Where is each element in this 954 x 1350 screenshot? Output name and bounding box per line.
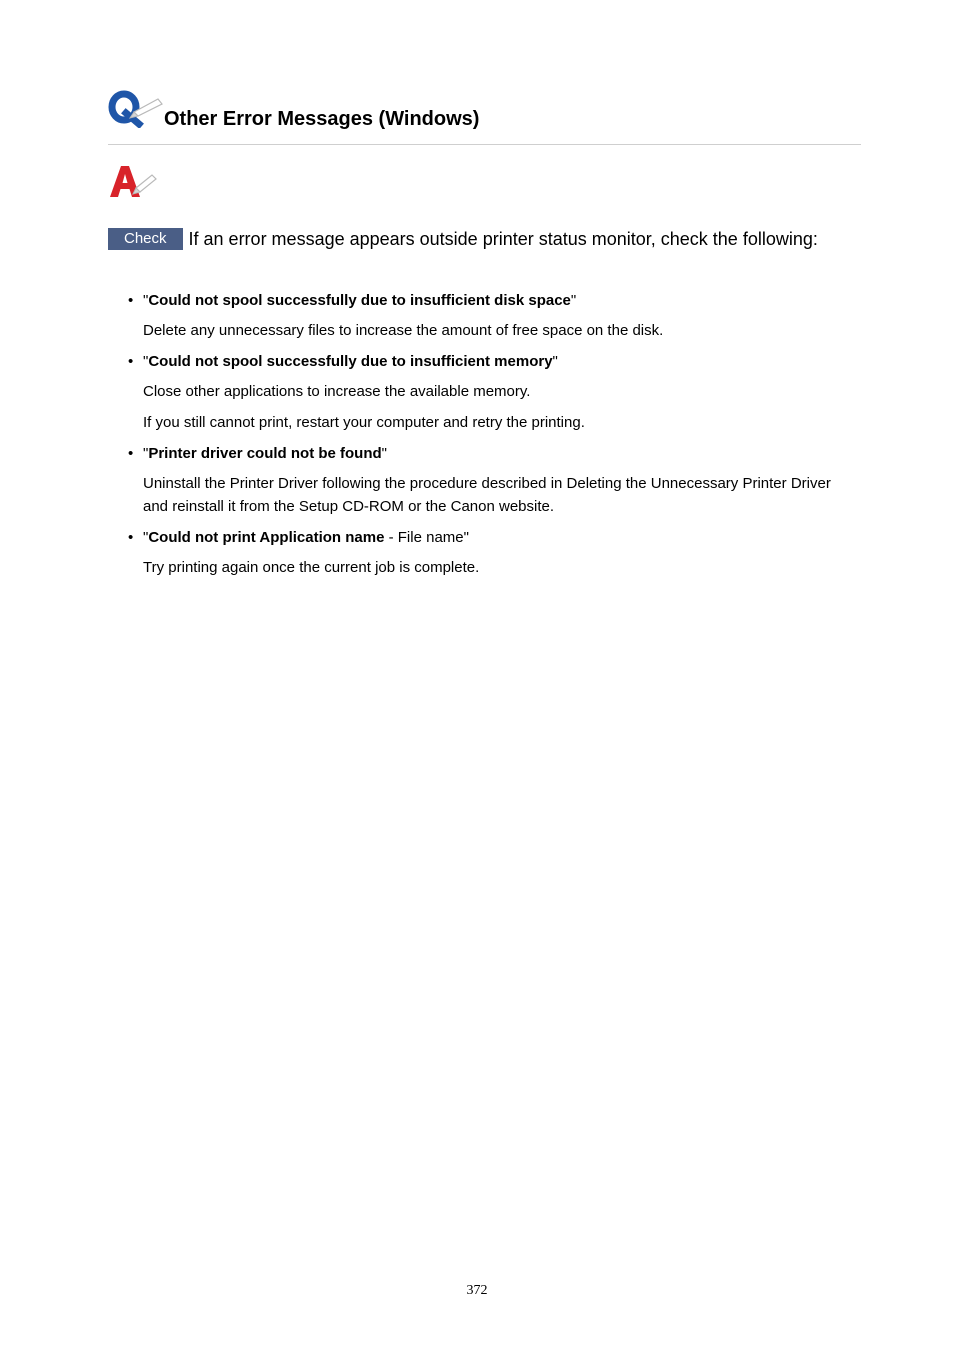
check-badge: Check	[108, 228, 183, 250]
error-message-description: Uninstall the Printer Driver following the procedure described in Deleting the Unnecessary Printer Driver and reinstall it from the Setup CD-ROM or the Canon website.	[143, 475, 831, 515]
list-item	[128, 526, 858, 579]
page-title: Other Error Messages (Windows)	[164, 108, 480, 130]
list-item	[128, 350, 858, 434]
check-paragraph	[108, 225, 828, 254]
bullet-icon: •	[128, 445, 134, 462]
error-message-title: Could not spool successfully due to insufficient memory	[148, 353, 553, 370]
error-message-heading: • "Printer driver could not be found"	[128, 442, 858, 466]
bullet-icon: •	[128, 529, 134, 546]
error-message-title: Could not spool successfully due to insufficient disk space	[148, 292, 571, 309]
answer-a-icon	[108, 162, 158, 200]
error-message-description: Try printing again once the current job is complete.	[143, 559, 480, 576]
error-message-title: Could not print Application name	[148, 529, 385, 546]
list-item	[128, 442, 858, 518]
error-message-heading: • "Could not spool successfully due to insufficient memory"	[128, 350, 858, 374]
error-message-heading: • "Could not spool successfully due to insufficient disk space"	[128, 289, 858, 313]
title-divider	[108, 144, 861, 145]
page-number: 372	[466, 1283, 488, 1298]
check-text: If an error message appears outside printer status monitor, check the following:	[188, 229, 818, 249]
error-message-description: Delete any unnecessary files to increase the amount of free space on the disk.	[143, 322, 664, 339]
file-name-suffix: - File name	[384, 529, 464, 546]
error-message-list	[128, 289, 858, 587]
list-item	[128, 289, 858, 342]
error-message-heading: • "Could not print Application name - File name"	[128, 526, 858, 550]
bullet-icon: •	[128, 353, 134, 370]
error-message-description: If you still cannot print, restart your computer and retry the printing.	[143, 414, 585, 431]
question-q-icon	[108, 88, 164, 128]
error-message-title: Printer driver could not be found	[148, 445, 382, 462]
bullet-icon: •	[128, 292, 134, 309]
error-message-description: Close other applications to increase the available memory.	[143, 383, 531, 400]
